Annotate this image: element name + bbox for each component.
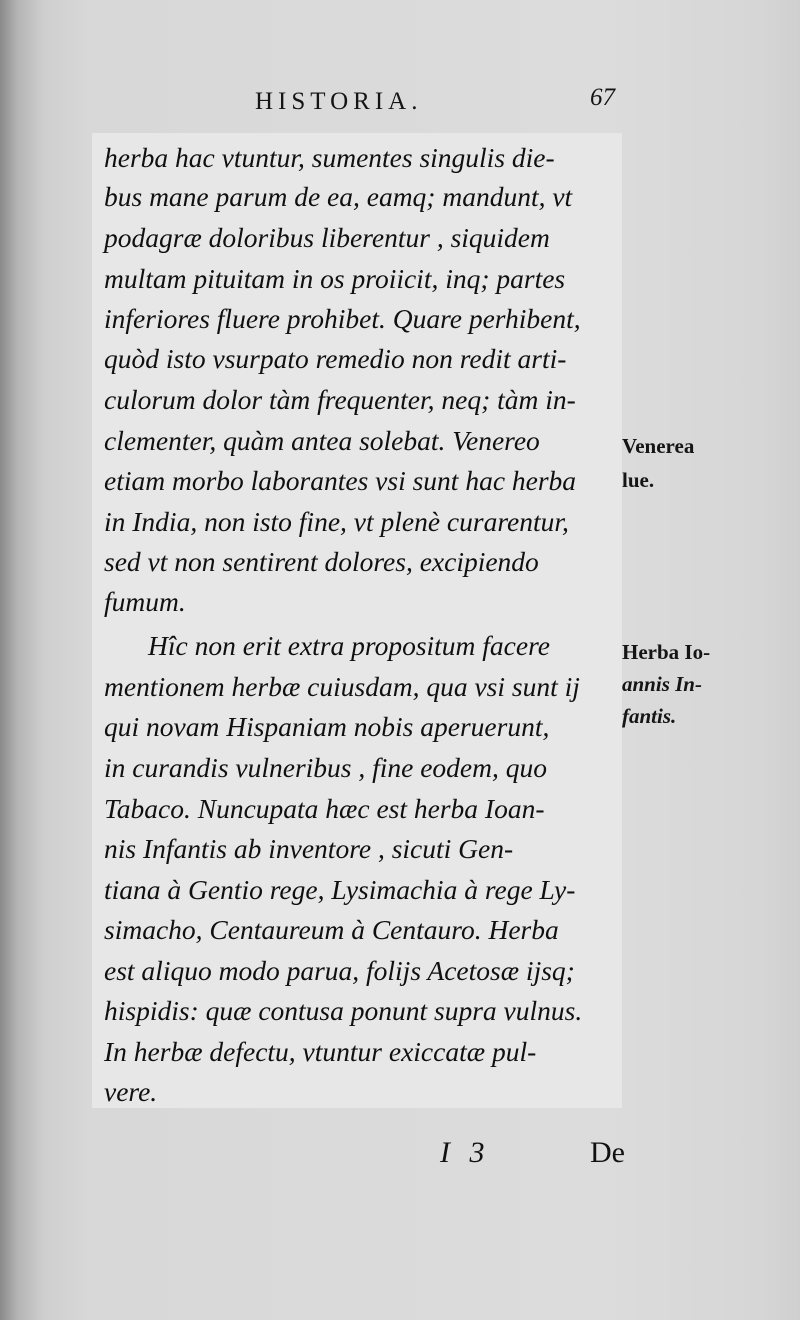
page-number: 67 [590,84,615,111]
margin-note-line: annis In- [622,672,702,696]
text-line: sed vt non sentirent dolores, excipiendo [104,546,539,577]
text-line: mentionem herbæ cuiusdam, qua vsi sunt ij [104,671,580,702]
text-line: nis Infantis ab inventore , sicuti Gen- [104,833,514,864]
text-line: hispidis: quæ contusa ponunt supra vulnus. [104,995,583,1026]
text-line: in curandis vulneribus , fine eodem, quo [104,752,547,783]
catchword: De [590,1136,625,1169]
margin-note-line: Venerea [622,434,695,458]
text-line: simacho, Centaureum à Centauro. Herba [104,914,559,945]
text-line: Hîc non erit extra propositum facere [148,630,550,661]
margin-note-line: Herba Io- [622,640,711,664]
text-line: Tabaco. Nuncupata hæc est herba Ioan- [104,793,545,824]
text-line: vere. [104,1076,158,1107]
page-footer [440,1136,625,1176]
text-line: bus mane parum de ea, eamq; mandunt, vt [104,181,573,212]
text-line: clementer, quàm antea solebat. Venereo [104,425,540,456]
text-line: in India, non isto fine, vt plenè curarentur, [104,506,569,537]
text-line: tiana à Gentio rege, Lysimachia à rege Ly- [104,874,576,905]
text-line: est aliquo modo parua, folijs Acetosæ ijsq; [104,955,575,986]
text-line: multam pituitam in os proiicit, inq; partes [104,263,566,294]
text-line: quòd isto vsurpato remedio non redit arti- [104,343,567,374]
text-line: In herbæ defectu, vtuntur exiccatæ pul- [104,1036,537,1067]
text-line: fumum. [104,586,186,617]
signature-mark: I 3 [440,1136,491,1169]
text-line: inferiores fluere prohibet. Quare perhibent, [104,303,581,334]
text-line: culorum dolor tàm frequenter, neq; tàm in- [104,384,576,415]
running-head: HISTORIA. [255,88,423,115]
text-line: podagræ doloribus liberentur , siquidem [104,222,550,253]
page-header [255,84,615,122]
text-line: etiam morbo laborantes vsi sunt hac herba [104,465,577,496]
text-line: qui novam Hispaniam nobis aperuerunt, [104,711,550,742]
margin-note-line: lue. [622,468,655,492]
margin-note-line: fantis. [622,704,677,728]
text-line: herba hac vtuntur, sumentes singulis die- [104,142,555,173]
